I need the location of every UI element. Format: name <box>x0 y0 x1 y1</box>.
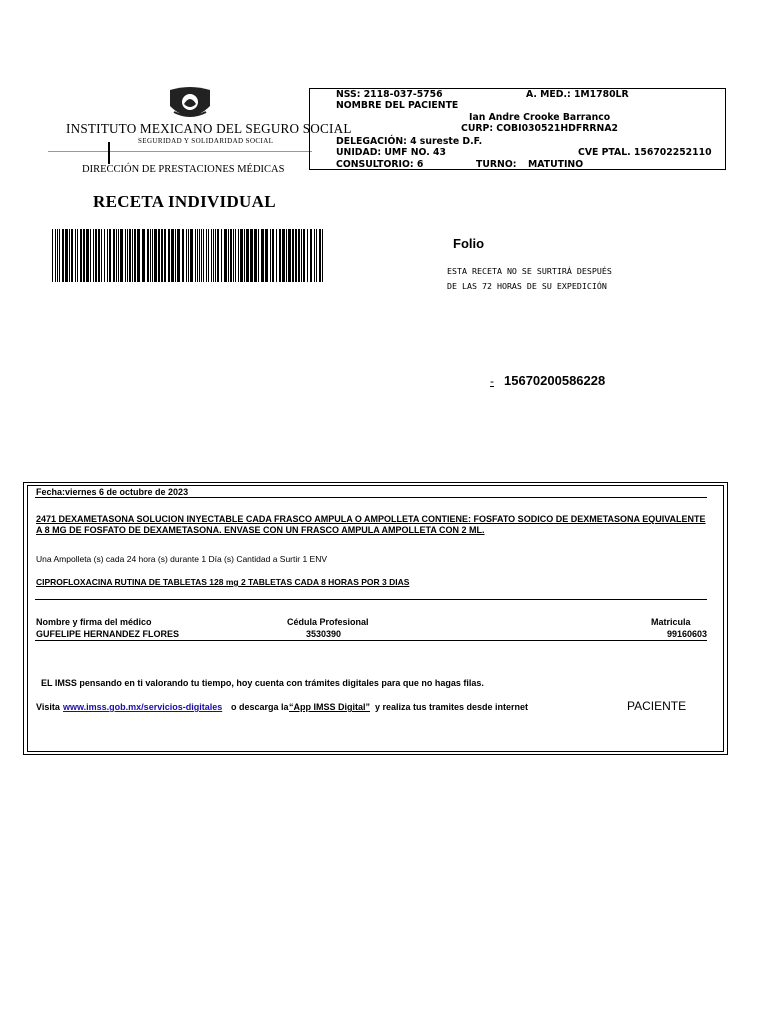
page-title: RECETA INDIVIDUAL <box>93 192 276 211</box>
nss: NSS: 2118-037-5756 <box>336 89 443 100</box>
cedula-label: Cédula Profesional <box>287 617 369 627</box>
download-label: o descarga la <box>231 702 289 712</box>
barcode <box>52 229 326 282</box>
turno: MATUTINO <box>528 159 584 170</box>
doctor-name: GUFELIPE HERNANDEZ FLORES <box>36 629 180 639</box>
cursor-mark <box>108 142 110 164</box>
folio-dash: - <box>490 374 494 388</box>
visit-label: Visita <box>36 702 60 712</box>
copy-recipient-label: PACIENTE <box>627 699 687 713</box>
patient-name-label: NOMBRE DEL PACIENTE <box>336 100 459 111</box>
divider <box>35 640 707 641</box>
delegacion: DELEGACIÓN: 4 sureste D.F. <box>336 136 483 147</box>
expiry-warning-line2: DE LAS 72 HORAS DE SU EXPEDICIÓN <box>447 280 607 291</box>
logo-divider <box>48 151 312 152</box>
matricula-value: 99160603 <box>667 629 708 639</box>
doctor-label: Nombre y firma del médico <box>36 617 152 627</box>
divider <box>35 599 707 600</box>
institution-name: INSTITUTO MEXICANO DEL SEGURO SOCIAL <box>66 121 352 136</box>
curp: CURP: COBI030521HDFRRNA2 <box>461 123 618 134</box>
expiry-warning-line1: ESTA RECETA NO SE SURTIRÁ DESPUÉS <box>447 266 612 276</box>
institution-subtitle: SEGURIDAD Y SOLIDARIDAD SOCIAL <box>138 137 274 145</box>
imss-message: EL IMSS pensando en ti valorando tu tiempo, hoy cuenta con trámites digitales para que no hagas filas. <box>41 678 484 688</box>
medication-2: CIPROFLOXACINA RUTINA DE TABLETAS 128 mg 2 TABLETAS CADA 8 HORAS POR 3 DIAS <box>36 577 410 587</box>
medication-1-line1: 2471 DEXAMETASONA SOLUCION INYECTABLE CADA FRASCO AMPULA O AMPOLLETA CONTIENE: FOSFATO SODICO DE DEXMETASONA EQUIVALENTE <box>36 514 706 524</box>
imss-eagle-logo-icon <box>168 86 212 122</box>
cve-ptal: CVE PTAL. 156702252110 <box>578 147 712 158</box>
internet-label: y realiza tus tramites desde internet <box>375 702 529 712</box>
patient-name: Ian Andre Crooke Barranco <box>469 112 611 123</box>
medication-1-line2: A 8 MG DE FOSFATO DE DEXAMETASONA. ENVASE CON UN FRASCO AMPULA AMPOLLETA CON 2 ML. <box>36 525 485 535</box>
direction-label: DIRECCIÓN DE PRESTACIONES MÉDICAS <box>82 164 285 175</box>
a-med: A. MED.: 1M1780LR <box>526 89 629 100</box>
matricula-label: Matricula <box>651 617 691 627</box>
medication-1-dosage: Una Ampolleta (s) cada 24 hora (s) durante 1 Día (s) Cantidad a Surtir 1 ENV <box>36 554 328 564</box>
cedula-value: 3530390 <box>306 629 342 639</box>
turno-label: TURNO: <box>476 159 517 170</box>
digital-services-link[interactable]: www.imss.gob.mx/servicios-digitales <box>63 702 223 712</box>
consultorio: CONSULTORIO: 6 <box>336 159 424 170</box>
unidad: UNIDAD: UMF NO. 43 <box>336 147 446 158</box>
folio-number: 15670200586228 <box>504 373 606 388</box>
divider <box>35 497 707 498</box>
prescription-date: Fecha:viernes 6 de octubre de 2023 <box>36 487 189 497</box>
folio-label: Folio <box>453 236 485 251</box>
expiry-warning <box>447 264 612 293</box>
app-name: “App IMSS Digital” <box>289 702 370 712</box>
